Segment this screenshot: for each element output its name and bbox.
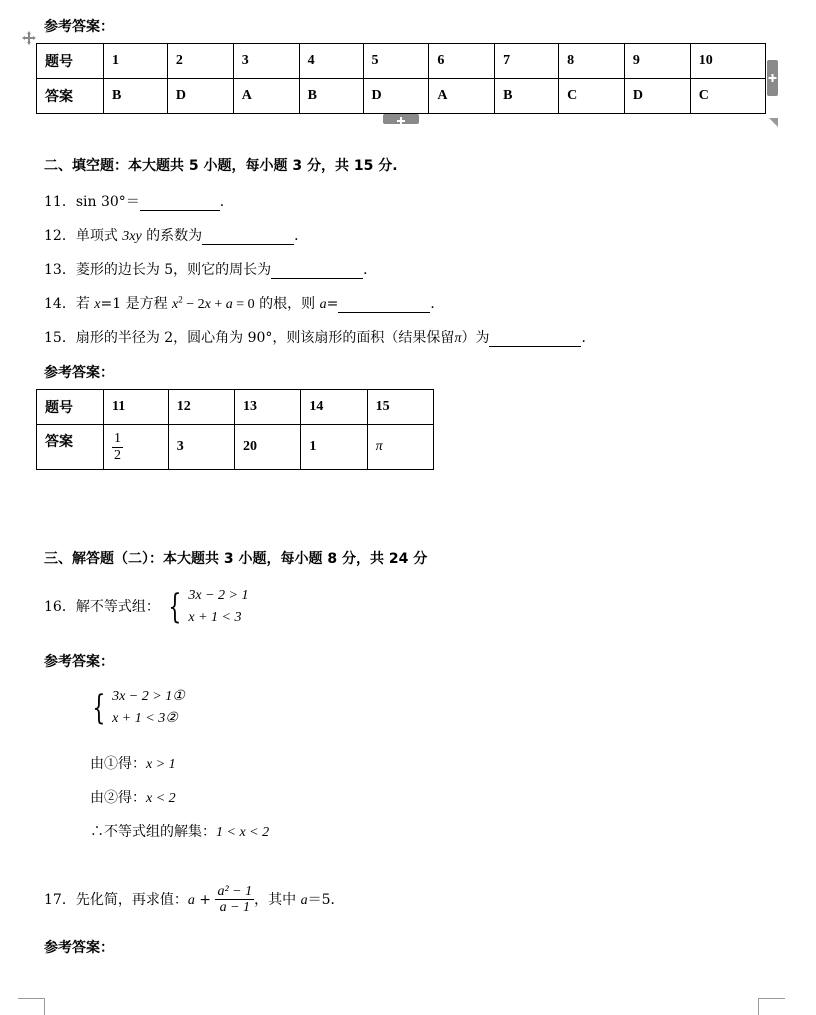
table-cell: A (233, 79, 299, 114)
math-expression: 1 < x < 2 (216, 825, 270, 840)
question-text: ． (363, 262, 378, 278)
equation: $x^2 - 2x + a = 0$ (172, 294, 255, 312)
section-title: 二、填空题：本大题共 5 小题，每小题 3 分，共 15 分. (44, 158, 398, 174)
table-cell: 14 (301, 390, 367, 425)
question-text: ＝5． (307, 891, 345, 908)
math-pi: π (454, 331, 462, 346)
table-cell: C (559, 79, 625, 114)
table-row-header: 题号 (37, 44, 104, 79)
step-text: 由②得： (90, 790, 146, 806)
step-text: ∴不等式组的解集： (90, 824, 216, 840)
inequality-system (112, 686, 185, 730)
inequality-system (188, 585, 248, 629)
answer-blank (489, 330, 581, 347)
table-cell (367, 425, 433, 470)
page-corner-mark (18, 998, 45, 1015)
question-text: ． (430, 296, 445, 312)
table-row-header: 答案 (37, 79, 104, 114)
table-cell: A (429, 79, 495, 114)
answer-blank (338, 296, 430, 313)
question-text: ，其中 (254, 891, 301, 908)
question-11 (44, 191, 234, 211)
math-pi: π (375, 439, 383, 454)
answer-blank (271, 262, 363, 279)
table-cell: 20 (235, 425, 301, 470)
answer-label: 参考答案： (44, 654, 114, 670)
inequality: 3x − 2 > 1 (188, 588, 249, 603)
answer-label: 参考答案： (44, 365, 114, 381)
question-16 (44, 585, 248, 629)
brace-icon: { (92, 688, 106, 728)
table-cell: 4 (299, 44, 363, 79)
table-cell: 3 (168, 425, 234, 470)
solution-step (90, 787, 176, 807)
answer-blank (202, 228, 294, 245)
answer-blank (140, 194, 220, 211)
question-text: = (326, 296, 339, 312)
math-variable: a (319, 297, 327, 312)
question-text: 12．单项式 (44, 228, 123, 244)
fraction-denominator: 2 (114, 447, 121, 463)
table-cell: D (624, 79, 690, 114)
table-cell: 2 (167, 44, 233, 79)
brace-icon: { (168, 587, 182, 627)
table-cell: 13 (235, 390, 301, 425)
math-expression: x > 1 (146, 757, 176, 772)
table-cell: 15 (367, 390, 433, 425)
table-cell: B (104, 79, 168, 114)
inequality: x + 1 < 3② (112, 711, 178, 726)
question-13 (44, 259, 377, 279)
math-variable: a (300, 892, 308, 908)
question-text: ）为 (461, 330, 490, 346)
question-text: 的根，则 (254, 296, 320, 312)
solution-step (90, 821, 269, 841)
add-row-icon[interactable] (383, 114, 419, 124)
question-text: ． (294, 228, 309, 244)
table-cell: 8 (559, 44, 625, 79)
table-row-header: 题号 (37, 390, 104, 425)
add-column-icon[interactable] (767, 60, 778, 96)
table-cell: 9 (624, 44, 690, 79)
table-cell: B (299, 79, 363, 114)
fraction (215, 884, 254, 916)
table-cell (104, 425, 169, 470)
answer-label: 参考答案： (44, 19, 114, 35)
answer-table-1 (36, 43, 766, 114)
question-17 (44, 884, 345, 916)
table-cell: 10 (690, 44, 765, 79)
fraction-numerator: 1 (114, 431, 121, 447)
table-cell: 12 (168, 390, 234, 425)
math-variable: x (94, 297, 101, 312)
math-expression: 3xy (122, 229, 142, 244)
solution-16-system (88, 686, 185, 730)
table-cell: 6 (429, 44, 495, 79)
table-cell: 1 (301, 425, 367, 470)
question-14 (44, 293, 444, 313)
table-cell: D (167, 79, 233, 114)
question-text: ． (219, 194, 234, 210)
inequality: 3x − 2 > 1① (112, 689, 185, 704)
table-cell: B (495, 79, 559, 114)
table-cell: 5 (363, 44, 429, 79)
question-text: 16．解不等式组： (44, 599, 160, 615)
solution-step (90, 753, 176, 773)
answer-label: 参考答案： (44, 940, 114, 956)
table-cell: C (690, 79, 765, 114)
question-text: ． (581, 330, 596, 346)
table-cell: 1 (104, 44, 168, 79)
table-move-handle-icon[interactable] (21, 30, 37, 46)
section-title: 三、解答题（二）：本大题共 3 小题，每小题 8 分，共 24 分 (44, 551, 428, 567)
inequality: x + 1 < 3 (188, 610, 242, 625)
fraction-denominator: a − 1 (219, 900, 251, 916)
question-text: 的系数为 (141, 228, 203, 244)
page-corner-mark (758, 998, 785, 1015)
question-text: 15．扇形的半径为 2，圆心角为 90°，则该扇形的面积（结果保留 (44, 330, 455, 346)
table-cell: 3 (233, 44, 299, 79)
table-row-header: 答案 (37, 425, 104, 470)
answer-table-2 (36, 389, 434, 470)
table-cell: 11 (104, 390, 169, 425)
step-text: 由①得： (90, 756, 146, 772)
question-text: 13．菱形的边长为 5，则它的周长为 (44, 262, 272, 278)
question-text: 11．sin 30°＝ (44, 194, 140, 210)
question-text: =1 是方程 (100, 296, 168, 312)
resize-handle-icon[interactable] (769, 115, 778, 124)
question-text: 17．先化简，再求值： (44, 891, 188, 908)
fraction (112, 431, 123, 463)
math-operator: + (194, 891, 216, 908)
math-variable: a (187, 892, 195, 908)
question-12 (44, 225, 308, 245)
table-cell: 7 (495, 44, 559, 79)
fraction-numerator: a² − 1 (217, 884, 253, 899)
question-text: 14．若 (44, 296, 95, 312)
math-expression: x < 2 (146, 791, 176, 806)
question-15 (44, 327, 595, 347)
table-cell: D (363, 79, 429, 114)
